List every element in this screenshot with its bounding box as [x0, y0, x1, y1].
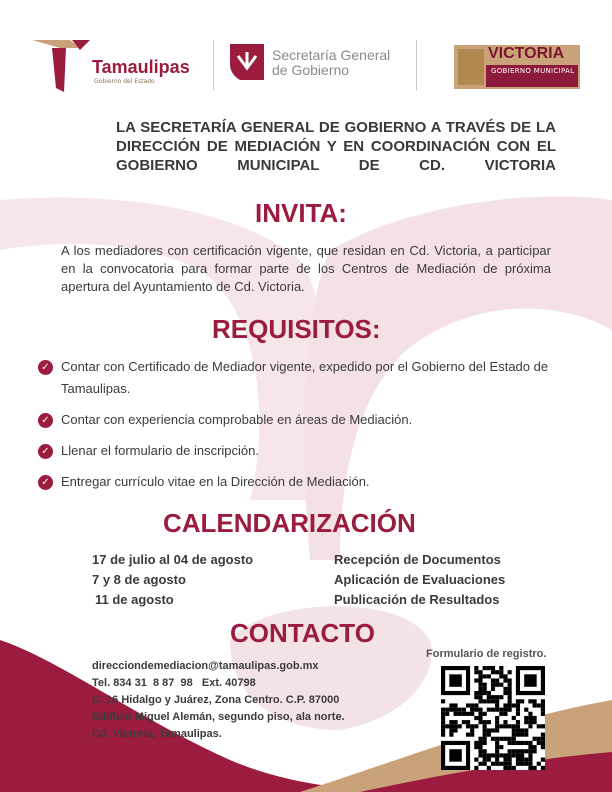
calendar-row [92, 552, 532, 572]
secretaria-name [272, 48, 390, 78]
check-icon: ✓ [38, 360, 53, 375]
requisito-text: Contar con experiencia comprobable en áreas de Mediación. [61, 412, 413, 427]
tamaulipas-subtitle: Gobierno del Estado [94, 78, 155, 85]
registro-label: Formulario de registro. [426, 648, 547, 660]
calendar-table [92, 552, 532, 612]
list-item [38, 440, 558, 462]
contacto-title: CONTACTO [230, 618, 375, 648]
requisito-text: Llenar el formulario de inscripción. [61, 443, 259, 458]
calendar-date: 17 de julio al 04 de agosto [92, 552, 254, 567]
requisito-text: Contar con Certificado de Mediador vigente, expedido por el Gobierno del Estado de Tamaulipas. [61, 359, 549, 396]
calendar-event: Publicación de Resultados [334, 592, 500, 607]
contact-phone: Tel. 834 31 8 87 98 Ext. 40798 [92, 677, 256, 689]
calendar-row [92, 572, 532, 592]
requisitos-title: REQUISITOS: [212, 314, 381, 344]
contact-info [92, 658, 345, 743]
calendar-date: 11 de agosto [95, 592, 174, 607]
contact-address: C. 16 Hidalgo y Juárez, Zona Centro. C.P. 87000 [92, 694, 340, 706]
qr-code[interactable] [441, 666, 545, 770]
invita-body: A los mediadores con certificación vigente, que residan en Cd. Victoria, a participar en la convocatoria para formar parte de los Centros de Mediación de próxima apertura del Ayuntamiento de Cd. Victoria. [61, 243, 551, 294]
victoria-name: VICTORIA [488, 45, 565, 62]
check-icon: ✓ [38, 444, 53, 459]
invita-title: INVITA: [255, 198, 347, 228]
list-item [38, 356, 558, 400]
list-item [38, 409, 558, 431]
secretaria-line2: de Gobierno [272, 62, 350, 78]
calendar-row [92, 592, 532, 612]
calendarizacion-title: CALENDARIZACIÓN [163, 508, 416, 538]
list-item [38, 471, 558, 493]
tamaulipas-name: Tamaulipas [92, 57, 190, 77]
check-icon: ✓ [38, 413, 53, 428]
divider [213, 40, 214, 90]
victoria-subtitle: GOBIERNO MUNICIPAL [488, 66, 577, 76]
check-icon: ✓ [38, 475, 53, 490]
calendar-date: 7 y 8 de agosto [92, 572, 186, 587]
calendar-event: Recepción de Documentos [334, 552, 501, 567]
requisito-text: Entregar currículo vitae en la Dirección de Mediación. [61, 474, 370, 489]
secretaria-line1: Secretaría General [272, 47, 391, 63]
calendar-event: Aplicación de Evaluaciones [334, 572, 506, 587]
secretaria-logo-icon [230, 44, 264, 80]
divider [416, 40, 417, 90]
intro-heading: LA SECRETARÍA GENERAL DE GOBIERNO A TRAVÉS DE LA DIRECCIÓN DE MEDIACIÓN Y EN COORDINACIÓN CON EL GOBIERNO MUNICIPAL DE CD. VICTORIA [116, 119, 556, 174]
tamaulipas-logo-icon [30, 38, 90, 93]
contact-city: Cd. Victoria, Tamaulipas. [92, 728, 222, 740]
requisitos-list [38, 356, 558, 502]
contact-building: Edificio Miguel Alemán, segundo piso, ala norte. [92, 711, 345, 723]
contact-email[interactable]: direcciondemediacion@tamaulipas.gob.mx [92, 660, 319, 672]
